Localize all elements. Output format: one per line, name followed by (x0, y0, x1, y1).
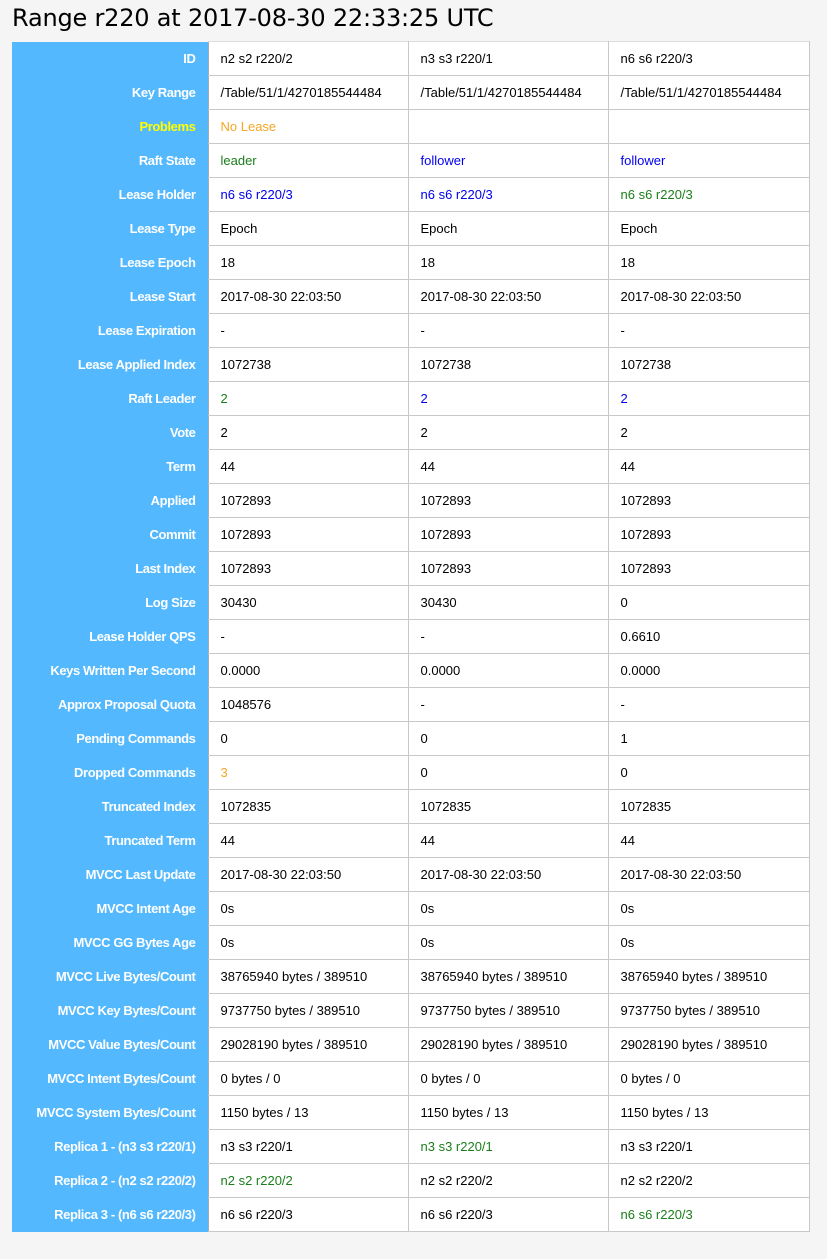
replica-3-value: 44 (608, 824, 809, 858)
row-label: MVCC Intent Bytes/Count (12, 1062, 208, 1096)
table-row (12, 994, 809, 1028)
table-row (12, 76, 809, 110)
replica-3-value: n2 s2 r220/2 (608, 1164, 809, 1198)
replica-1-value: n6 s6 r220/3 (208, 1198, 408, 1232)
replica-3-value: 0 (608, 586, 809, 620)
table-row (12, 586, 809, 620)
replica-3-value: n6 s6 r220/3 (608, 1198, 809, 1232)
table-row (12, 722, 809, 756)
replica-2-value: follower (408, 144, 608, 178)
row-label: ID (12, 42, 208, 76)
row-label: Truncated Term (12, 824, 208, 858)
replica-3-value: 38765940 bytes / 389510 (608, 960, 809, 994)
table-row (12, 858, 809, 892)
replica-1-value: 2017-08-30 22:03:50 (208, 858, 408, 892)
replica-3-value: n3 s3 r220/1 (608, 1130, 809, 1164)
replica-1-value: - (208, 314, 408, 348)
row-label: MVCC Live Bytes/Count (12, 960, 208, 994)
replica-2-value: n6 s6 r220/3 (408, 1198, 608, 1232)
table-row (12, 620, 809, 654)
replica-3-value: 9737750 bytes / 389510 (608, 994, 809, 1028)
row-label: MVCC Key Bytes/Count (12, 994, 208, 1028)
replica-1-value: n3 s3 r220/1 (208, 1130, 408, 1164)
row-label: Lease Epoch (12, 246, 208, 280)
replica-3-value: n6 s6 r220/3 (608, 178, 809, 212)
replica-1-value: 0s (208, 926, 408, 960)
table-row (12, 212, 809, 246)
replica-2-value: 1072738 (408, 348, 608, 382)
replica-2-value: 1072893 (408, 518, 608, 552)
table-row (12, 960, 809, 994)
row-label: Raft Leader (12, 382, 208, 416)
replica-3-value: 1 (608, 722, 809, 756)
replica-1-value: 1048576 (208, 688, 408, 722)
replica-2-value: /Table/51/1/4270185544484 (408, 76, 608, 110)
row-label: MVCC Last Update (12, 858, 208, 892)
replica-3-value: - (608, 688, 809, 722)
table-row (12, 790, 809, 824)
row-label: Replica 2 - (n2 s2 r220/2) (12, 1164, 208, 1198)
replica-1-value: 1072738 (208, 348, 408, 382)
replica-3-value: 1072835 (608, 790, 809, 824)
replica-2-value: n2 s2 r220/2 (408, 1164, 608, 1198)
replica-1-value: 3 (208, 756, 408, 790)
replica-3-value: 1072893 (608, 518, 809, 552)
replica-1-value: 1072835 (208, 790, 408, 824)
replica-1-value: 9737750 bytes / 389510 (208, 994, 408, 1028)
replica-3-value: 0 bytes / 0 (608, 1062, 809, 1096)
replica-3-value: 1072738 (608, 348, 809, 382)
replica-3-value: 0.0000 (608, 654, 809, 688)
replica-1-value: 38765940 bytes / 389510 (208, 960, 408, 994)
table-row (12, 416, 809, 450)
replica-1-value: 2 (208, 416, 408, 450)
replica-1-value: No Lease (208, 110, 408, 144)
replica-2-value: n3 s3 r220/1 (408, 42, 608, 76)
row-label: Truncated Index (12, 790, 208, 824)
table-row (12, 382, 809, 416)
replica-2-value: 2017-08-30 22:03:50 (408, 280, 608, 314)
replica-1-value: n2 s2 r220/2 (208, 1164, 408, 1198)
replica-1-value: leader (208, 144, 408, 178)
replica-2-value: 38765940 bytes / 389510 (408, 960, 608, 994)
table-row (12, 246, 809, 280)
replica-3-value: 1072893 (608, 484, 809, 518)
replica-2-value: 1150 bytes / 13 (408, 1096, 608, 1130)
row-label: Lease Expiration (12, 314, 208, 348)
replica-2-value: 0.0000 (408, 654, 608, 688)
row-label: Applied (12, 484, 208, 518)
replica-1-value: 44 (208, 824, 408, 858)
table-row (12, 654, 809, 688)
replica-2-value: 30430 (408, 586, 608, 620)
replica-3-value: 18 (608, 246, 809, 280)
replica-1-value: Epoch (208, 212, 408, 246)
table-row (12, 178, 809, 212)
replica-3-value: 0.6610 (608, 620, 809, 654)
replica-2-value: 1072835 (408, 790, 608, 824)
table-row (12, 756, 809, 790)
range-table (12, 41, 810, 1232)
row-label: Lease Start (12, 280, 208, 314)
page-title: Range r220 at 2017-08-30 22:33:25 UTC (12, 4, 494, 32)
row-label: Problems (12, 110, 208, 144)
replica-3-value: n6 s6 r220/3 (608, 42, 809, 76)
replica-1-value: 44 (208, 450, 408, 484)
row-label: Lease Applied Index (12, 348, 208, 382)
replica-3-value: 0s (608, 926, 809, 960)
row-label: Commit (12, 518, 208, 552)
replica-2-value: - (408, 620, 608, 654)
replica-3-value: 2017-08-30 22:03:50 (608, 280, 809, 314)
replica-2-value: 1072893 (408, 484, 608, 518)
range-table-body (12, 42, 809, 1232)
replica-3-value (608, 110, 809, 144)
table-row (12, 348, 809, 382)
replica-3-value: 29028190 bytes / 389510 (608, 1028, 809, 1062)
row-label: MVCC Intent Age (12, 892, 208, 926)
row-label: Dropped Commands (12, 756, 208, 790)
row-label: MVCC System Bytes/Count (12, 1096, 208, 1130)
replica-3-value: 0s (608, 892, 809, 926)
replica-2-value: 2017-08-30 22:03:50 (408, 858, 608, 892)
table-row (12, 450, 809, 484)
replica-1-value: - (208, 620, 408, 654)
table-row (12, 518, 809, 552)
table-row (12, 144, 809, 178)
row-label: MVCC Value Bytes/Count (12, 1028, 208, 1062)
row-label: Term (12, 450, 208, 484)
row-label: Replica 1 - (n3 s3 r220/1) (12, 1130, 208, 1164)
replica-1-value: 30430 (208, 586, 408, 620)
replica-2-value: 2 (408, 416, 608, 450)
replica-2-value: 44 (408, 824, 608, 858)
replica-3-value: 2 (608, 382, 809, 416)
table-row (12, 1062, 809, 1096)
table-row (12, 688, 809, 722)
row-label: Vote (12, 416, 208, 450)
table-row (12, 484, 809, 518)
replica-2-value: 18 (408, 246, 608, 280)
table-row (12, 1028, 809, 1062)
row-label: Lease Holder (12, 178, 208, 212)
replica-2-value: 29028190 bytes / 389510 (408, 1028, 608, 1062)
replica-1-value: 1072893 (208, 518, 408, 552)
row-label: Last Index (12, 552, 208, 586)
table-row (12, 110, 809, 144)
table-row (12, 280, 809, 314)
replica-1-value: n6 s6 r220/3 (208, 178, 408, 212)
replica-2-value: n6 s6 r220/3 (408, 178, 608, 212)
replica-1-value: 18 (208, 246, 408, 280)
table-row (12, 42, 809, 76)
replica-1-value: n2 s2 r220/2 (208, 42, 408, 76)
row-label: Lease Holder QPS (12, 620, 208, 654)
replica-2-value: 0 (408, 722, 608, 756)
table-row (12, 1198, 809, 1232)
replica-2-value: 0s (408, 926, 608, 960)
replica-1-value: 29028190 bytes / 389510 (208, 1028, 408, 1062)
table-row (12, 552, 809, 586)
replica-2-value: 2 (408, 382, 608, 416)
replica-3-value: follower (608, 144, 809, 178)
table-row (12, 1130, 809, 1164)
replica-2-value: 44 (408, 450, 608, 484)
replica-1-value: 2017-08-30 22:03:50 (208, 280, 408, 314)
replica-2-value: - (408, 688, 608, 722)
replica-2-value: 9737750 bytes / 389510 (408, 994, 608, 1028)
replica-3-value: 44 (608, 450, 809, 484)
replica-2-value: 0 (408, 756, 608, 790)
replica-3-value: 1072893 (608, 552, 809, 586)
row-label: Keys Written Per Second (12, 654, 208, 688)
replica-2-value: 1072893 (408, 552, 608, 586)
replica-3-value: /Table/51/1/4270185544484 (608, 76, 809, 110)
row-label: Lease Type (12, 212, 208, 246)
replica-2-value: - (408, 314, 608, 348)
replica-3-value: 2017-08-30 22:03:50 (608, 858, 809, 892)
table-row (12, 1164, 809, 1198)
table-row (12, 824, 809, 858)
replica-2-value: Epoch (408, 212, 608, 246)
replica-1-value: /Table/51/1/4270185544484 (208, 76, 408, 110)
table-row (12, 892, 809, 926)
replica-1-value: 0.0000 (208, 654, 408, 688)
replica-3-value: 2 (608, 416, 809, 450)
replica-1-value: 2 (208, 382, 408, 416)
replica-1-value: 0 (208, 722, 408, 756)
row-label: Pending Commands (12, 722, 208, 756)
table-row (12, 1096, 809, 1130)
row-label: Replica 3 - (n6 s6 r220/3) (12, 1198, 208, 1232)
replica-3-value: Epoch (608, 212, 809, 246)
table-row (12, 314, 809, 348)
replica-1-value: 0 bytes / 0 (208, 1062, 408, 1096)
table-row (12, 926, 809, 960)
replica-1-value: 1072893 (208, 552, 408, 586)
replica-2-value (408, 110, 608, 144)
row-label: Key Range (12, 76, 208, 110)
row-label: Raft State (12, 144, 208, 178)
row-label: Log Size (12, 586, 208, 620)
replica-3-value: - (608, 314, 809, 348)
row-label: MVCC GG Bytes Age (12, 926, 208, 960)
replica-1-value: 1150 bytes / 13 (208, 1096, 408, 1130)
row-label: Approx Proposal Quota (12, 688, 208, 722)
replica-3-value: 1150 bytes / 13 (608, 1096, 809, 1130)
replica-2-value: 0s (408, 892, 608, 926)
replica-2-value: n3 s3 r220/1 (408, 1130, 608, 1164)
replica-2-value: 0 bytes / 0 (408, 1062, 608, 1096)
replica-1-value: 1072893 (208, 484, 408, 518)
replica-1-value: 0s (208, 892, 408, 926)
replica-3-value: 0 (608, 756, 809, 790)
